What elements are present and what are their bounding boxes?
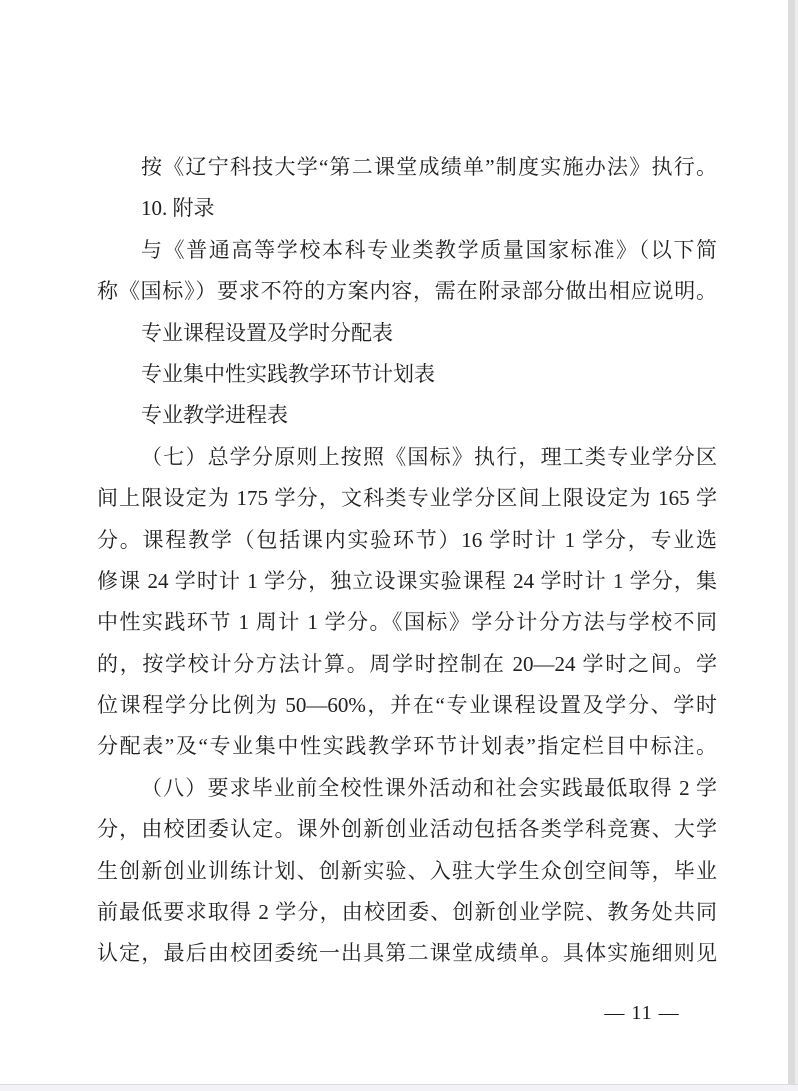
text-line: 间上限设定为 175 学分，文科类专业学分区间上限设定为 165 学 (97, 486, 717, 511)
text-line: 认定，最后由校团委统一出具第二课堂成绩单。具体实施细则见 (97, 941, 717, 966)
text-line: （七）总学分原则上按照《国标》执行，理工类专业学分区 (141, 444, 717, 469)
text-line: 专业教学进程表 (141, 403, 288, 428)
text-line: （八）要求毕业前全校性课外活动和社会实践最低取得 2 学 (141, 775, 717, 800)
text-line: 与《普通高等学校本科专业类教学质量国家标准》（以下简 (141, 237, 717, 262)
text-line: 分配表”及“专业集中性实践教学环节计划表”指定栏目中标注。 (97, 734, 717, 759)
page-edge-right (788, 0, 798, 1091)
text-line: 专业课程设置及学时分配表 (141, 320, 393, 345)
page-number: — 11 — (604, 1002, 680, 1024)
text-line: 位课程学分比例为 50—60%，并在“专业课程设置及学分、学时 (97, 693, 717, 718)
text-line: 前最低要求取得 2 学分，由校团委、创新创业学院、教务处共同 (97, 900, 717, 925)
text-line: 按《辽宁科技大学“第二课堂成绩单”制度实施办法》执行。 (141, 155, 717, 179)
document-body (97, 147, 717, 975)
page-edge-bottom (0, 1084, 798, 1091)
text-line: 修课 24 学时计 1 学分，独立设课实验课程 24 学时计 1 学分，集 (97, 568, 717, 593)
text-line: 中性实践环节 1 周计 1 学分。《国标》学分计分方法与学校不同 (97, 610, 717, 635)
text-line: 专业集中性实践教学环节计划表 (141, 361, 435, 386)
text-line: 分，由校团委认定。课外创新创业活动包括各类学科竞赛、大学 (97, 817, 717, 842)
text-line: 分。课程教学（包括课内实验环节）16 学时计 1 学分，专业选 (97, 527, 717, 552)
text-line: 10. 附录 (141, 196, 215, 221)
text-line: 称《国标》）要求不符的方案内容，需在附录部分做出相应说明。 (97, 279, 717, 304)
text-line: 生创新创业训练计划、创新实验、入驻大学生众创空间等，毕业 (97, 858, 717, 883)
text-line: 的，按学校计分方法计算。周学时控制在 20—24 学时之间。学 (97, 651, 717, 676)
